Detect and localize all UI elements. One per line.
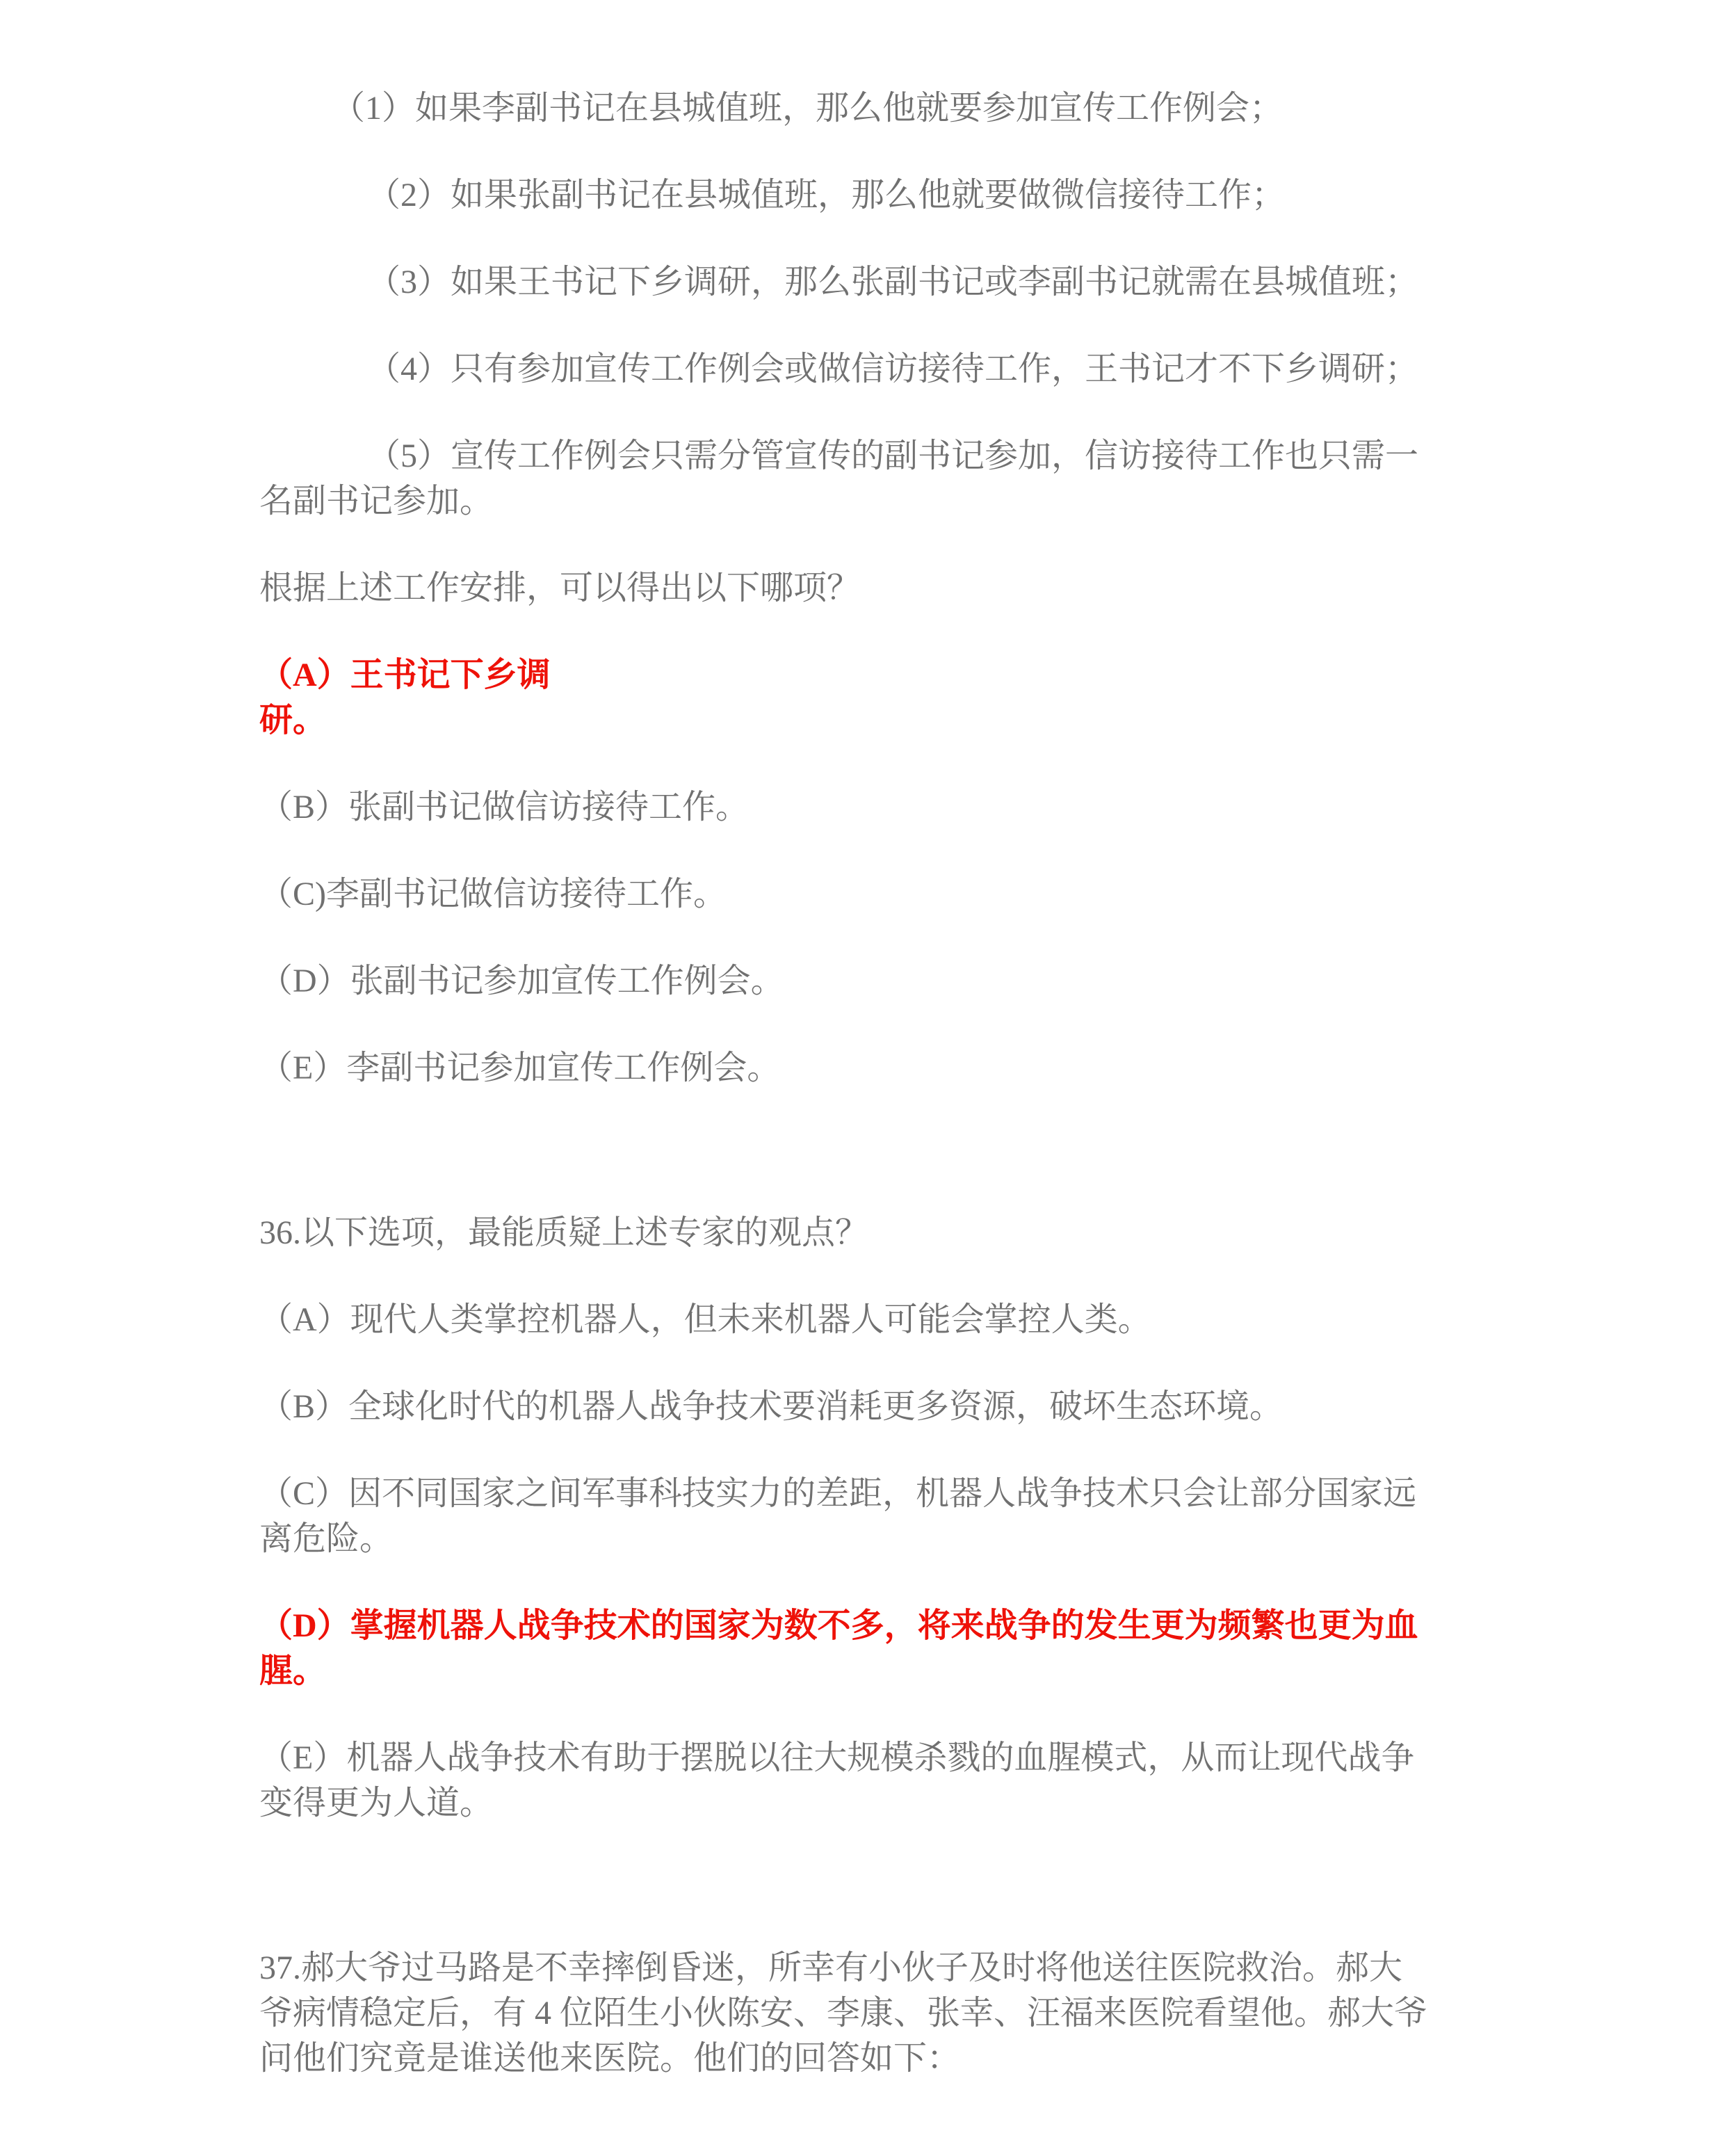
q36-option-a-text: （A）现代人类掌控机器人，但未来机器人可能会掌控人类。 (259, 1301, 1151, 1338)
premise-3 (259, 259, 1516, 305)
premise-1 (259, 86, 1516, 131)
premise-3-text: （3）如果王书记下乡调研，那么张副书记或李副书记就需在县城值班； (367, 264, 1419, 300)
q36-option-d-line-2: 腥。 (259, 1652, 327, 1689)
q37-stem (259, 1945, 1516, 2081)
premise-4-text: （4）只有参加宣传工作例会或做信访接待工作，王书记才不下乡调研； (367, 351, 1419, 387)
premise-1-text: （1）如果李副书记在县城值班，那么他就要参加宣传工作例会； (332, 90, 1283, 127)
premise-5-line-1: （5）宣传工作例会只需分管宣传的副书记参加，信访接待工作也只需一 (367, 437, 1419, 474)
premise-2 (259, 172, 1516, 218)
option-a-line-1: （A）王书记下乡调 (259, 657, 551, 693)
question-block-37 (259, 1945, 1516, 2081)
q36-option-c-line-1: （C）因不同国家之间军事科技实力的差距，机器人战争技术只会让部分国家远 (259, 1475, 1417, 1512)
option-d-text: （D）张副书记参加宣传工作例会。 (259, 963, 784, 999)
q36-option-d-highlighted (259, 1603, 1516, 1694)
q36-option-a (259, 1297, 1516, 1342)
q36-stem (259, 1210, 1516, 1255)
option-c-text: （C)李副书记做信访接待工作。 (259, 876, 727, 912)
q37-stem-line-3: 问他们究竟是谁送他来医院。他们的回答如下： (259, 2040, 961, 2077)
premise-5-line-2: 名副书记参加。 (259, 483, 494, 520)
option-b-text: （B）张副书记做信访接待工作。 (259, 789, 750, 826)
question-stem (259, 565, 1516, 611)
premise-5 (259, 433, 1516, 524)
premise-2-text: （2）如果张副书记在县城值班，那么他就要做微信接待工作； (367, 177, 1286, 214)
q36-option-b-text: （B）全球化时代的机器人战争技术要消耗更多资源，破坏生态环境。 (259, 1388, 1283, 1425)
option-a-highlighted (259, 652, 1516, 743)
q36-option-c (259, 1471, 1516, 1561)
option-b (259, 785, 1516, 830)
question-block-36 (259, 1210, 1516, 1826)
option-a-line-2: 研。 (259, 702, 327, 739)
q36-option-e-line-2: 变得更为人道。 (259, 1785, 494, 1821)
q37-stem-line-2: 爷病情稳定后，有 4 位陌生小伙陈安、李康、张幸、汪福来医院看望他。郝大爷 (259, 1995, 1428, 2032)
q36-option-c-line-2: 离危险。 (259, 1520, 394, 1557)
option-e (259, 1045, 1516, 1091)
option-c (259, 871, 1516, 917)
option-e-text: （E）李副书记参加宣传工作例会。 (259, 1049, 781, 1086)
q36-stem-text: 36.以下选项，最能质疑上述专家的观点？ (259, 1214, 869, 1251)
q36-option-b (259, 1384, 1516, 1429)
option-d (259, 958, 1516, 1004)
premise-4 (259, 346, 1516, 392)
q37-stem-line-1: 37.郝大爷过马路是不幸摔倒昏迷，所幸有小伙子及时将他送往医院救治。郝大 (259, 1949, 1403, 1986)
question-stem-text: 根据上述工作安排，可以得出以下哪项？ (259, 570, 861, 606)
question-block-top (259, 86, 1516, 1091)
q36-option-e-line-1: （E）机器人战争技术有助于摆脱以往大规模杀戮的血腥模式，从而让现代战争 (259, 1739, 1415, 1776)
q36-option-e (259, 1735, 1516, 1826)
q36-option-d-line-1: （D）掌握机器人战争技术的国家为数不多，将来战争的发生更为频繁也更为血 (259, 1607, 1418, 1644)
